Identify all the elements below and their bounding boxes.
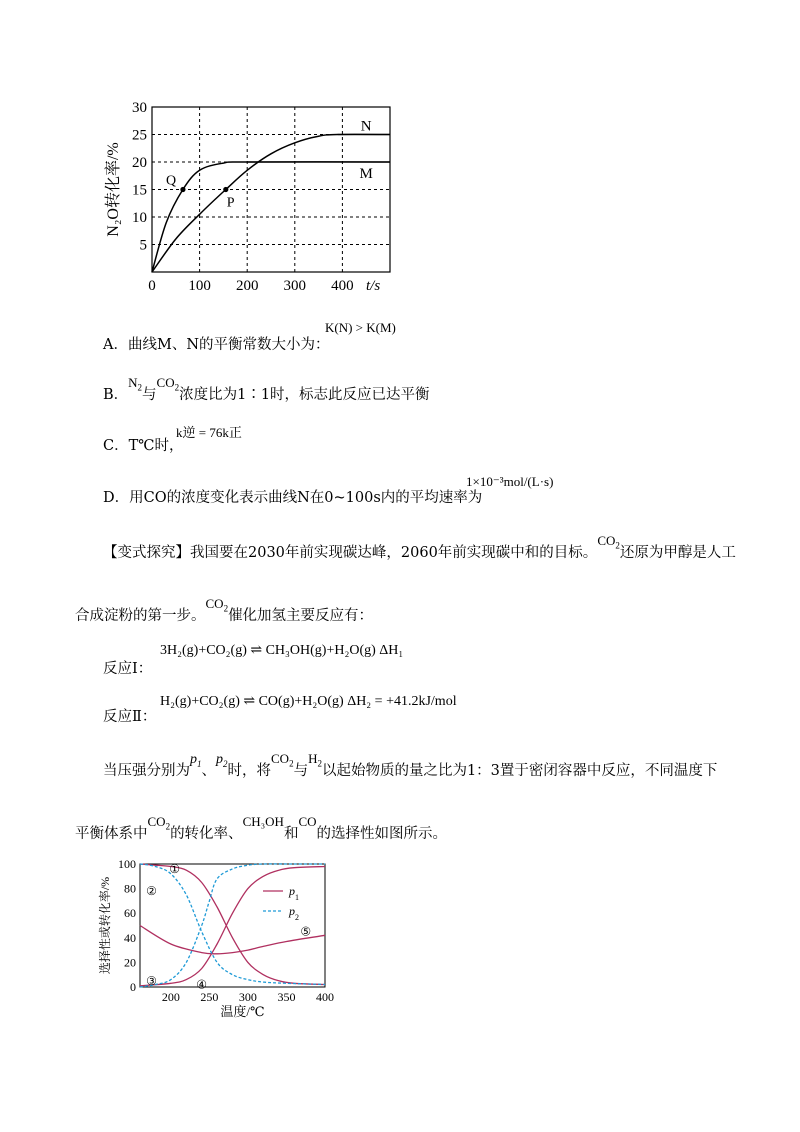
option-b-co2 <box>156 375 180 393</box>
x-tick-label: 100 <box>188 278 211 294</box>
x-tick-label: 200 <box>235 278 259 294</box>
y-axis-label: 选择性或转化率/% <box>98 876 112 975</box>
co2-symbol: CO <box>205 596 224 611</box>
x-axis-label: t/s <box>366 278 381 294</box>
option-d <box>103 486 482 507</box>
x-tick-label: 200 <box>161 990 180 1004</box>
condition-co2 <box>271 751 294 769</box>
y-tick-label: 100 <box>118 857 136 871</box>
point-label-P: P <box>226 195 235 211</box>
p1-subscript: 1 <box>197 758 202 769</box>
point-P <box>223 187 228 192</box>
reaction-2-label: 反应Ⅱ： <box>103 709 157 725</box>
variant-line1-before: 【变式探究】我国要在2030年前实现碳达峰，2060年前实现碳中和的目标。 <box>103 545 598 561</box>
option-c <box>103 434 184 455</box>
n2-subscript: 2 <box>137 382 143 393</box>
p2-symbol <box>216 752 228 767</box>
variant-line1-after: 还原为甲醇是人工 <box>619 545 736 561</box>
x-tick-label: 300 <box>238 990 257 1004</box>
legend-label-p1: $p_1$ <box>289 884 299 902</box>
series-line-M <box>152 162 390 272</box>
x-tick-label: 0 <box>148 278 156 294</box>
y-tick-label: 60 <box>124 906 136 921</box>
option-b-prefix: B． <box>103 387 129 403</box>
series-line-N <box>152 134 390 272</box>
variant-co2-2 <box>205 596 229 614</box>
y-tick-label: 30 <box>132 100 147 116</box>
y-tick-label: 40 <box>124 930 136 945</box>
p1-symbol <box>190 752 202 767</box>
co2-subscript: 2 <box>165 821 171 832</box>
condition-h2 <box>308 751 322 769</box>
option-d-formula: 1×10⁻³mol/(L·s) <box>466 474 554 489</box>
option-b-mid: 与 <box>142 387 157 403</box>
co2-symbol: CO <box>147 814 166 829</box>
curve-label: ② <box>146 884 157 899</box>
y-tick-label: 25 <box>132 127 147 144</box>
reaction-2-formula: H₂(g)+CO₂(g) ⇌ CO(g)+H₂O(g) ΔH₂ = +41.2kJ/mol <box>160 694 457 709</box>
y-tick-label: 20 <box>132 155 147 171</box>
option-a <box>103 333 330 354</box>
x-tick-label: 300 <box>283 278 307 294</box>
y-tick-label: 80 <box>124 881 136 896</box>
curve-label: ⑤ <box>300 924 312 939</box>
co2-symbol: CO <box>597 533 616 548</box>
series-line-p1 <box>140 867 325 986</box>
x-tick-label: 350 <box>277 990 296 1004</box>
y-tick-label: 10 <box>132 210 147 226</box>
condition-a: 当压强分别为 <box>103 763 190 779</box>
balance-a: 平衡体系中 <box>75 826 148 842</box>
co2-subscript: 2 <box>174 382 180 393</box>
y-tick-label: 5 <box>139 237 147 254</box>
co2-subscript: 2 <box>615 540 620 551</box>
series-label-M: M <box>359 166 373 182</box>
condition-sep: 、 <box>201 763 216 779</box>
series-line-p2 <box>140 861 325 987</box>
co2-subscript: 2 <box>289 758 294 769</box>
option-a-formula: K(N) > K(M) <box>325 320 396 335</box>
y-axis-label: N₂O转化率/% <box>105 142 122 237</box>
option-d-text: D．用CO的浓度变化表示曲线N在0~100s内的平均速率为 <box>103 490 483 506</box>
variant-line2-after: 催化加氢主要反应有： <box>228 608 374 624</box>
reaction-1-label: 反应Ⅰ： <box>103 661 153 677</box>
option-b-n2 <box>128 375 143 393</box>
co2-symbol: CO <box>271 751 290 766</box>
n2o-conversion-chart <box>100 90 410 300</box>
option-c-formula: k逆 = 76k正 <box>176 425 242 440</box>
y-tick-label: 15 <box>132 182 147 199</box>
h2-subscript: 2 <box>317 758 322 769</box>
co2-symbol: CO <box>156 375 175 390</box>
point-label-Q: Q <box>165 173 177 189</box>
curve-label: ③ <box>146 973 157 988</box>
variant-line-2 <box>75 596 374 626</box>
p2-letter: p <box>216 752 223 767</box>
legend-label-subscript: 1 <box>295 892 299 902</box>
y-tick-label: 20 <box>124 955 136 970</box>
balance-co: CO <box>298 814 317 829</box>
h2-symbol: H <box>308 751 318 766</box>
condition-c: 与 <box>293 763 309 779</box>
plot-frame <box>140 861 325 987</box>
legend-label-p2: $p_2$ <box>289 904 299 922</box>
p1-letter: p <box>190 752 197 767</box>
balance-ch3oh: CH₃OH <box>242 814 284 829</box>
option-b <box>103 375 430 405</box>
series-line-p1 <box>140 861 325 985</box>
curve-label: ① <box>169 861 181 876</box>
variant-co2 <box>597 533 620 551</box>
x-tick-label: 400 <box>316 990 334 1004</box>
y-tick-label: 0 <box>130 980 136 994</box>
n2-symbol: N <box>128 375 138 390</box>
co2-subscript: 2 <box>223 603 229 614</box>
selectivity-chart <box>95 850 355 1020</box>
balance-c: 和 <box>283 826 299 842</box>
balance-line <box>75 814 447 844</box>
p2-subscript: 2 <box>223 758 228 769</box>
balance-d: 的选择性如图所示。 <box>316 826 447 842</box>
option-c-text: C．T℃时， <box>103 438 184 454</box>
balance-co2 <box>147 814 171 832</box>
option-a-text: A．曲线M、N的平衡常数大小为： <box>103 337 330 353</box>
legend-label-subscript: 2 <box>295 912 299 922</box>
series-line-p2 <box>140 861 325 985</box>
x-tick-label: 400 <box>331 278 354 294</box>
condition-line <box>103 751 718 781</box>
x-axis-label: 温度/℃ <box>220 1004 265 1019</box>
reaction-1-formula: 3H₂(g)+CO₂(g) ⇌ CH₃OH(g)+H₂O(g) ΔH₁ <box>160 643 404 658</box>
condition-d: 以起始物质的量之比为1：3置于密闭容器中反应，不同温度下 <box>321 763 718 779</box>
variant-line-1 <box>103 533 736 563</box>
curve-label: ④ <box>196 977 208 992</box>
option-b-text: 浓度比为1∶1时，标志此反应已达平衡 <box>179 387 430 403</box>
condition-b: 时，将 <box>227 763 271 779</box>
variant-line2-before: 合成淀粉的第一步。 <box>75 608 206 624</box>
balance-b: 的转化率、 <box>170 826 243 842</box>
point-Q <box>180 187 185 192</box>
series-line-p1 <box>140 926 325 954</box>
x-tick-label: 250 <box>200 990 219 1004</box>
series-label-N: N <box>360 118 372 135</box>
plot-frame <box>152 107 390 272</box>
